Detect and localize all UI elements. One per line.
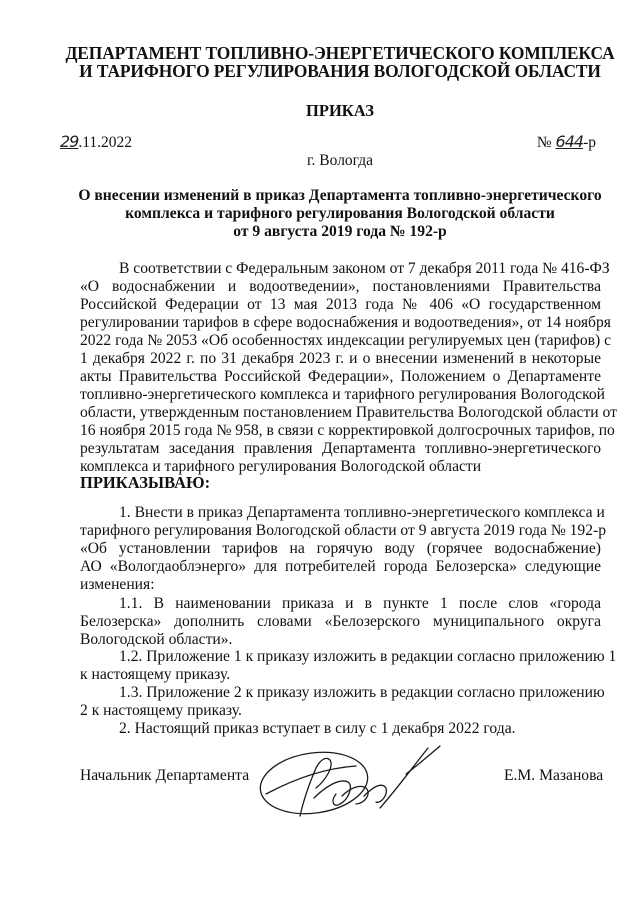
department-line-1: ДЕПАРТАМЕНТ ТОПЛИВНО-ЭНЕРГЕТИЧЕСКОГО КОМПЛЕКСА: [65, 43, 615, 63]
subject-line-1: О внесении изменений в приказ Департамента топливно-энергетического: [78, 187, 602, 204]
handwritten-signature: [256, 738, 446, 820]
date-rest: .11.2022: [78, 134, 133, 151]
signatory-name: Е.М. Мазанова: [504, 767, 604, 784]
preamble-line: Российской Федерации от 13 мая 2013 года № 406 «О государственном: [80, 296, 601, 313]
item-line: АО «Вологдаоблэнерго» для потребителей города Белозерска» следующие: [80, 558, 601, 575]
city-label: г. Вологда: [306, 152, 374, 169]
item-line: к настоящему приказу.: [80, 666, 231, 683]
item-line: «Об установлении тарифов на горячую воду (горячее водоснабжение): [80, 540, 601, 557]
order-subject: [60, 187, 620, 241]
preamble-line: результатам заседания правления Департамента топливно-энергетического: [80, 440, 601, 457]
item-line: 1. Внести в приказ Департамента топливно-энергетического комплекса и: [119, 504, 605, 521]
document-type-title: ПРИКАЗ: [306, 101, 374, 120]
preamble-line: «О водоснабжении и водоотведении», постановлениями Правительства: [80, 278, 601, 295]
item-line: 1.3. Приложение 2 к приказу изложить в редакции согласно приложению: [119, 684, 605, 701]
order-keyword: ПРИКАЗЫВАЮ:: [80, 473, 211, 492]
number-suffix: -р: [583, 134, 596, 151]
preamble-line: В соответствии с Федеральным законом от 7 декабря 2011 года № 416-ФЗ: [119, 260, 610, 277]
item-line: Вологодской области».: [80, 631, 233, 648]
preamble-line: топливно-энергетического комплекса и тарифного регулирования Вологодской: [80, 386, 606, 403]
item-line: 2. Настоящий приказ вступает в силу с 1 декабря 2022 года.: [119, 720, 516, 737]
department-line-2: И ТАРИФНОГО РЕГУЛИРОВАНИЯ ВОЛОГОДСКОЙ ОБЛАСТИ: [79, 61, 601, 81]
number-prefix: №: [536, 134, 556, 151]
document-number: [537, 132, 596, 152]
preamble-line: комплекса и тарифного регулирования Вологодской области: [80, 458, 482, 475]
item-line: Белозерска» дополнить словами «Белозерского муниципального округа: [80, 613, 601, 630]
preamble-line: регулировании тарифов в сфере водоснабжения и водоотведения», от 14 ноября: [80, 314, 611, 331]
subject-line-3: от 9 августа 2019 года № 192-р: [233, 223, 447, 240]
date-handwritten: 29: [60, 132, 79, 151]
preamble-line: области, утвержденным постановлением Правительства Вологодской области от: [80, 404, 617, 421]
preamble-line: 1 декабря 2022 г. по 31 декабря 2023 г. и о внесении изменений в некоторые: [80, 350, 601, 367]
preamble-line: акты Правительства Российской Федерации», Положением о Департаменте: [80, 368, 601, 385]
item-line: 1.2. Приложение 1 к приказу изложить в редакции согласно приложению 1: [119, 648, 617, 665]
item-line: тарифного регулирования Вологодской области от 9 августа 2019 года № 192-р: [80, 522, 607, 539]
item-line: 2 к настоящему приказу.: [80, 702, 242, 719]
department-header: [40, 44, 640, 80]
preamble-line: 2022 года № 2053 «Об особенностях индексации регулируемых цен (тарифов) с: [80, 332, 612, 349]
item-line: 1.1. В наименовании приказа и в пункте 1 после слов «города: [119, 595, 601, 612]
number-handwritten: 644: [555, 132, 584, 151]
subject-line-2: комплекса и тарифного регулирования Вологодской области: [125, 205, 555, 222]
preamble-line: 16 ноября 2015 года № 958, в связи с корректировкой долгосрочных тарифов, по: [80, 422, 615, 439]
item-line: изменения:: [80, 576, 155, 593]
document-date: [60, 132, 132, 152]
signatory-position: Начальник Департамента: [80, 767, 250, 784]
